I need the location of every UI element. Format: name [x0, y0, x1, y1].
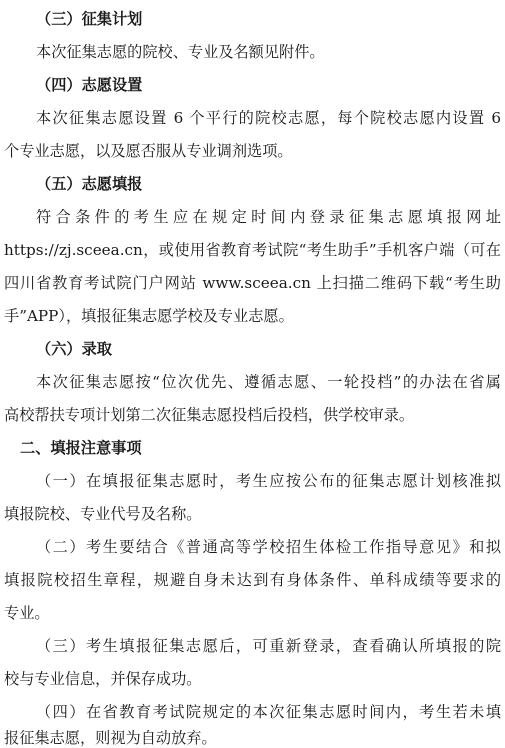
section-heading-collection-plan: （三）征集计划	[36, 10, 143, 28]
paragraph-line: 报征集志愿，则视为自动放弃。	[4, 729, 217, 747]
paragraph-line: 校与专业信息，并保存成功。	[4, 670, 202, 688]
paragraph-line: 符合条件的考生应在规定时间内登录征集志愿填报网址	[36, 208, 501, 226]
section-heading-notes: 二、填报注意事项	[20, 439, 142, 457]
paragraph-line: 本次征集志愿按“位次优先、遵循志愿、一轮投档”的办法在省属	[36, 373, 501, 391]
paragraph-line: 填报院校招生章程，规避自身未达到有身体条件、单科成绩等要求的	[4, 571, 501, 589]
section-heading-preference-setup: （四）志愿设置	[36, 76, 143, 94]
paragraph-line: 专业。	[4, 604, 50, 622]
paragraph-line: （一）在填报征集志愿时，考生应按公布的征集志愿计划核准拟	[36, 472, 501, 490]
paragraph-line: 本次征集志愿设置 6 个平行的院校志愿，每个院校志愿内设置 6	[36, 109, 501, 127]
paragraph-line: （三）考生填报征集志愿后，可重新登录，查看确认所填报的院	[36, 637, 501, 655]
paragraph-line: 四川省教育考试院门户网站 www.sceea.cn 上扫描二维码下载“考生助	[4, 274, 501, 292]
section-heading-admission: （六）录取	[36, 340, 112, 358]
paragraph-line: 填报院校、专业代号及名称。	[4, 505, 202, 523]
paragraph-line: 高校帮扶专项计划第二次征集志愿投档后投档，供学校审录。	[4, 406, 415, 424]
paragraph-line: 个专业志愿，以及愿否服从专业调剂选项。	[4, 142, 293, 160]
paragraph-line: （二）考生要结合《普通高等学校招生体检工作指导意见》和拟	[36, 538, 501, 556]
paragraph-line: https://zj.sceea.cn，或使用省教育考试院“考生助手”手机客户端（可在	[4, 241, 501, 259]
paragraph-line: （四）在省教育考试院规定的本次征集志愿时间内，考生若未填	[36, 703, 501, 721]
paragraph-line: 本次征集志愿的院校、专业及名额见附件。	[36, 43, 325, 61]
section-heading-preference-filling: （五）志愿填报	[36, 175, 143, 193]
paragraph-line: 手”APP），填报征集志愿学校及专业志愿。	[4, 307, 294, 325]
